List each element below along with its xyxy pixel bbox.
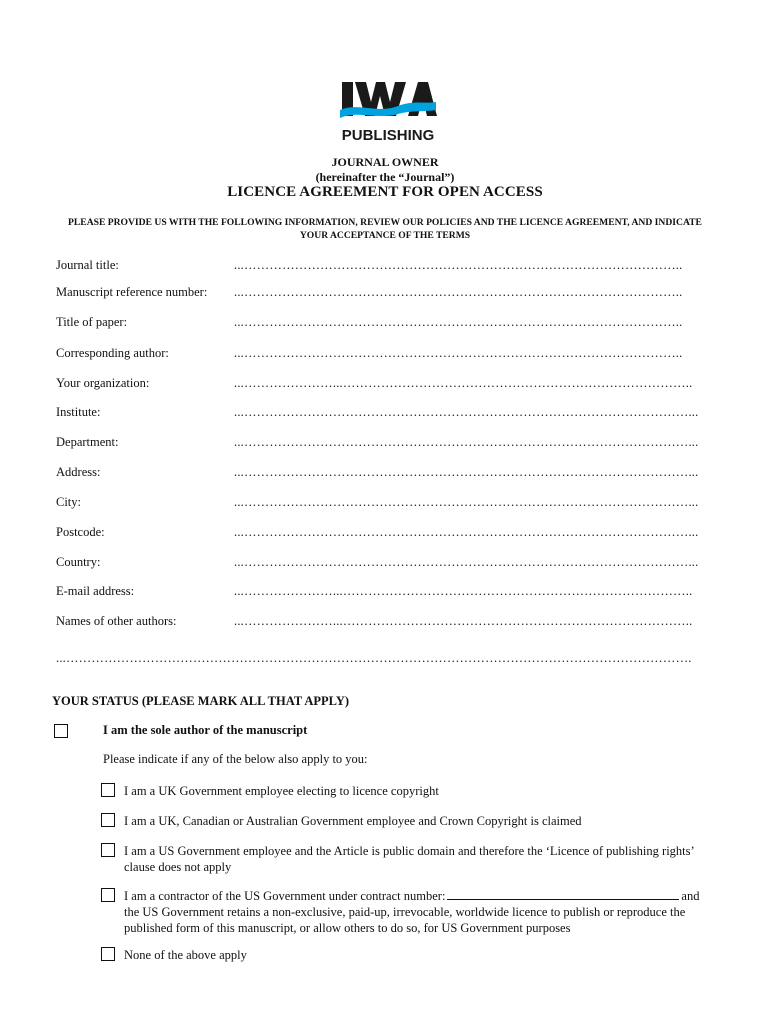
field-other-authors[interactable]	[56, 614, 696, 632]
field-dotted-line[interactable]: ...…………………………………………………………………………………………..	[234, 346, 683, 360]
sole-author-label: I am the sole author of the manuscript	[103, 723, 308, 737]
us-gov-employee-checkbox[interactable]	[101, 843, 115, 857]
svg-text:PUBLISHING: PUBLISHING	[341, 127, 435, 144]
field-your-organization[interactable]	[56, 376, 696, 394]
field-label: Title of paper:	[56, 315, 128, 329]
field-dotted-line[interactable]: ...……………………………………………………………………………………………...	[234, 465, 699, 479]
field-country[interactable]	[56, 555, 699, 573]
field-dotted-line[interactable]: ...……………………………………………………………………………………………...	[234, 435, 699, 449]
none-apply-checkbox[interactable]	[101, 947, 115, 961]
us-contractor-label	[124, 888, 714, 936]
journal-owner-subheading: (hereinafter the “Journal”)	[315, 170, 455, 184]
field-label: E-mail address:	[56, 584, 135, 598]
field-dotted-line[interactable]: ...…………………...………………………………………………………………………..	[234, 584, 693, 598]
field-dotted-line[interactable]: ...…………………………………………………………………………………………..	[234, 315, 683, 329]
field-label: Address:	[56, 465, 101, 479]
us-gov-employee-label: I am a US Government employee and the Article is public domain and therefore the ‘Licence of publishing rights’ clause does not apply	[124, 844, 694, 874]
status-heading: YOUR STATUS (PLEASE MARK ALL THAT APPLY)	[52, 694, 350, 708]
field-label: Postcode:	[56, 525, 105, 539]
uk-gov-employee-checkbox[interactable]	[101, 783, 115, 797]
page-title: LICENCE AGREEMENT FOR OPEN ACCESS	[227, 184, 543, 200]
field-dotted-line[interactable]: ...…………………...………………………………………………………………………..	[234, 614, 693, 628]
field-label: Journal title:	[56, 258, 119, 272]
field-label: Manuscript reference number:	[56, 285, 208, 299]
journal-owner-heading: JOURNAL OWNER	[331, 155, 439, 169]
field-corresponding-author[interactable]	[56, 346, 696, 364]
field-postcode[interactable]	[56, 525, 699, 543]
field-label: Corresponding author:	[56, 346, 169, 360]
field-label: Names of other authors:	[56, 614, 177, 628]
field-city[interactable]	[56, 495, 699, 513]
field-dotted-line[interactable]: ...……………………………………………………………………………………………...	[234, 555, 699, 569]
sole-author-checkbox[interactable]	[54, 724, 68, 738]
field-title-of-paper[interactable]	[56, 315, 696, 333]
field-manuscript-reference[interactable]	[56, 285, 696, 303]
us-contractor-text-after: and the US Government retains a non-exclusive, paid-up, irrevocable, worldwide licence to publish or reproduce the published form of this manuscript, or allow others to do so, for US Government purposes	[124, 889, 700, 935]
field-dotted-line[interactable]: ...…………………………………………………………………………………………..	[234, 258, 683, 272]
field-label: Department:	[56, 435, 119, 449]
field-department[interactable]	[56, 435, 699, 453]
crown-copyright-label: I am a UK, Canadian or Australian Government employee and Crown Copyright is claimed	[124, 814, 582, 828]
us-contractor-checkbox[interactable]	[101, 888, 115, 902]
field-dotted-line[interactable]: ...……………………………………………………………………………………………...	[234, 495, 699, 509]
field-label: Your organization:	[56, 376, 150, 390]
field-label: Country:	[56, 555, 101, 569]
crown-copyright-checkbox[interactable]	[101, 813, 115, 827]
field-institute[interactable]	[56, 405, 699, 423]
field-email-address[interactable]	[56, 584, 696, 602]
other-authors-continuation-line[interactable]: ...………………………………………………………………………………………………………………………………….	[56, 651, 692, 665]
iwa-publishing-logo	[338, 80, 438, 144]
us-contractor-text-before: I am a contractor of the US Government under contract number:	[124, 889, 446, 903]
uk-gov-employee-label: I am a UK Government employee electing to licence copyright	[124, 784, 439, 798]
field-dotted-line[interactable]: ...…………………...………………………………………………………………………..	[234, 376, 693, 390]
field-dotted-line[interactable]: ...…………………………………………………………………………………………..	[234, 285, 683, 299]
indicate-instructions: Please indicate if any of the below also apply to you:	[103, 752, 368, 766]
none-apply-label: None of the above apply	[124, 948, 247, 962]
field-journal-title[interactable]	[56, 258, 696, 276]
field-dotted-line[interactable]: ...……………………………………………………………………………………………...	[234, 525, 699, 539]
field-label: City:	[56, 495, 82, 509]
field-dotted-line[interactable]: ...……………………………………………………………………………………………...	[234, 405, 699, 419]
contract-number-input[interactable]	[447, 888, 679, 900]
field-label: Institute:	[56, 405, 101, 419]
instructions-text: PLEASE PROVIDE US WITH THE FOLLOWING INFORMATION, REVIEW OUR POLICIES AND THE LICENCE AGREEMENT, AND INDICATE YOUR ACCEPTANCE OF THE TERMS	[68, 217, 702, 241]
field-address[interactable]	[56, 465, 699, 483]
